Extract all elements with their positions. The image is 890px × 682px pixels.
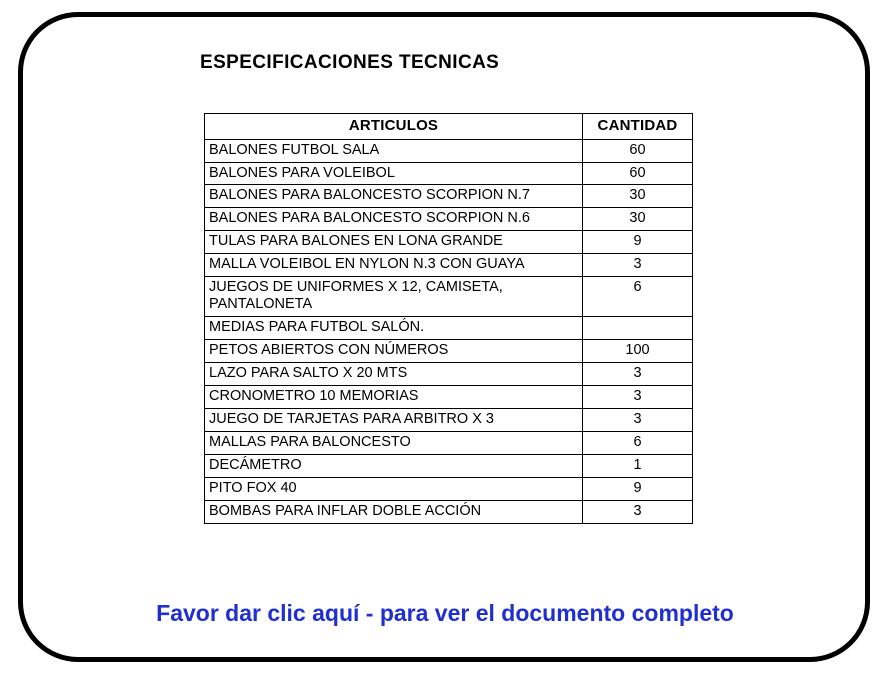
table-row: [205, 477, 693, 500]
table-row: [205, 431, 693, 454]
cell-cantidad: 3: [583, 363, 693, 386]
cell-articulo: JUEGO DE TARJETAS PARA ARBITRO X 3: [205, 408, 583, 431]
table-row: [205, 185, 693, 208]
cell-cantidad: 60: [583, 139, 693, 162]
cell-articulo: PETOS ABIERTOS CON NÚMEROS: [205, 340, 583, 363]
cell-articulo: TULAS PARA BALONES EN LONA GRANDE: [205, 231, 583, 254]
cell-articulo: MEDIAS PARA FUTBOL SALÓN.: [205, 317, 583, 340]
cell-articulo: BOMBAS PARA INFLAR DOBLE ACCIÓN: [205, 500, 583, 523]
cell-articulo: BALONES PARA VOLEIBOL: [205, 162, 583, 185]
cell-articulo: BALONES PARA BALONCESTO SCORPION N.6: [205, 208, 583, 231]
cell-cantidad: 1: [583, 454, 693, 477]
cell-cantidad: 30: [583, 185, 693, 208]
table-body: [205, 139, 693, 523]
table-row: [205, 231, 693, 254]
cell-cantidad: 3: [583, 386, 693, 409]
page-title: ESPECIFICACIONES TECNICAS: [200, 52, 500, 73]
column-header-articulos: ARTICULOS: [205, 114, 583, 140]
table-row: [205, 363, 693, 386]
cell-articulo: JUEGOS DE UNIFORMES X 12, CAMISETA, PANTALONETA: [205, 277, 583, 317]
table-row: [205, 454, 693, 477]
cell-cantidad: 3: [583, 500, 693, 523]
table-row: [205, 139, 693, 162]
document-link-text[interactable]: Favor dar clic aquí - para ver el documento completo: [156, 600, 734, 626]
cell-articulo: PITO FOX 40: [205, 477, 583, 500]
table-row: [205, 340, 693, 363]
cell-articulo: BALONES PARA BALONCESTO SCORPION N.7: [205, 185, 583, 208]
table-row: [205, 277, 693, 317]
table-header-row: [205, 114, 693, 140]
cell-articulo: CRONOMETRO 10 MEMORIAS: [205, 386, 583, 409]
table-row: [205, 208, 693, 231]
table-row: [205, 254, 693, 277]
table-row: [205, 408, 693, 431]
table-row: [205, 317, 693, 340]
cell-cantidad: 9: [583, 231, 693, 254]
table-row: [205, 500, 693, 523]
cell-articulo: LAZO PARA SALTO X 20 MTS: [205, 363, 583, 386]
cell-cantidad: 6: [583, 277, 693, 317]
cell-articulo: MALLAS PARA BALONCESTO: [205, 431, 583, 454]
specifications-table-container: [204, 113, 692, 524]
cell-cantidad: 100: [583, 340, 693, 363]
table-row: [205, 162, 693, 185]
cell-articulo: MALLA VOLEIBOL EN NYLON N.3 CON GUAYA: [205, 254, 583, 277]
cell-cantidad: 60: [583, 162, 693, 185]
specifications-table: [204, 113, 693, 524]
column-header-cantidad: CANTIDAD: [583, 114, 693, 140]
cell-cantidad: [583, 317, 693, 340]
cell-cantidad: 3: [583, 408, 693, 431]
cell-cantidad: 30: [583, 208, 693, 231]
cell-cantidad: 3: [583, 254, 693, 277]
cell-cantidad: 6: [583, 431, 693, 454]
cell-cantidad: 9: [583, 477, 693, 500]
table-row: [205, 386, 693, 409]
cell-articulo: BALONES FUTBOL SALA: [205, 139, 583, 162]
cell-articulo: DECÁMETRO: [205, 454, 583, 477]
